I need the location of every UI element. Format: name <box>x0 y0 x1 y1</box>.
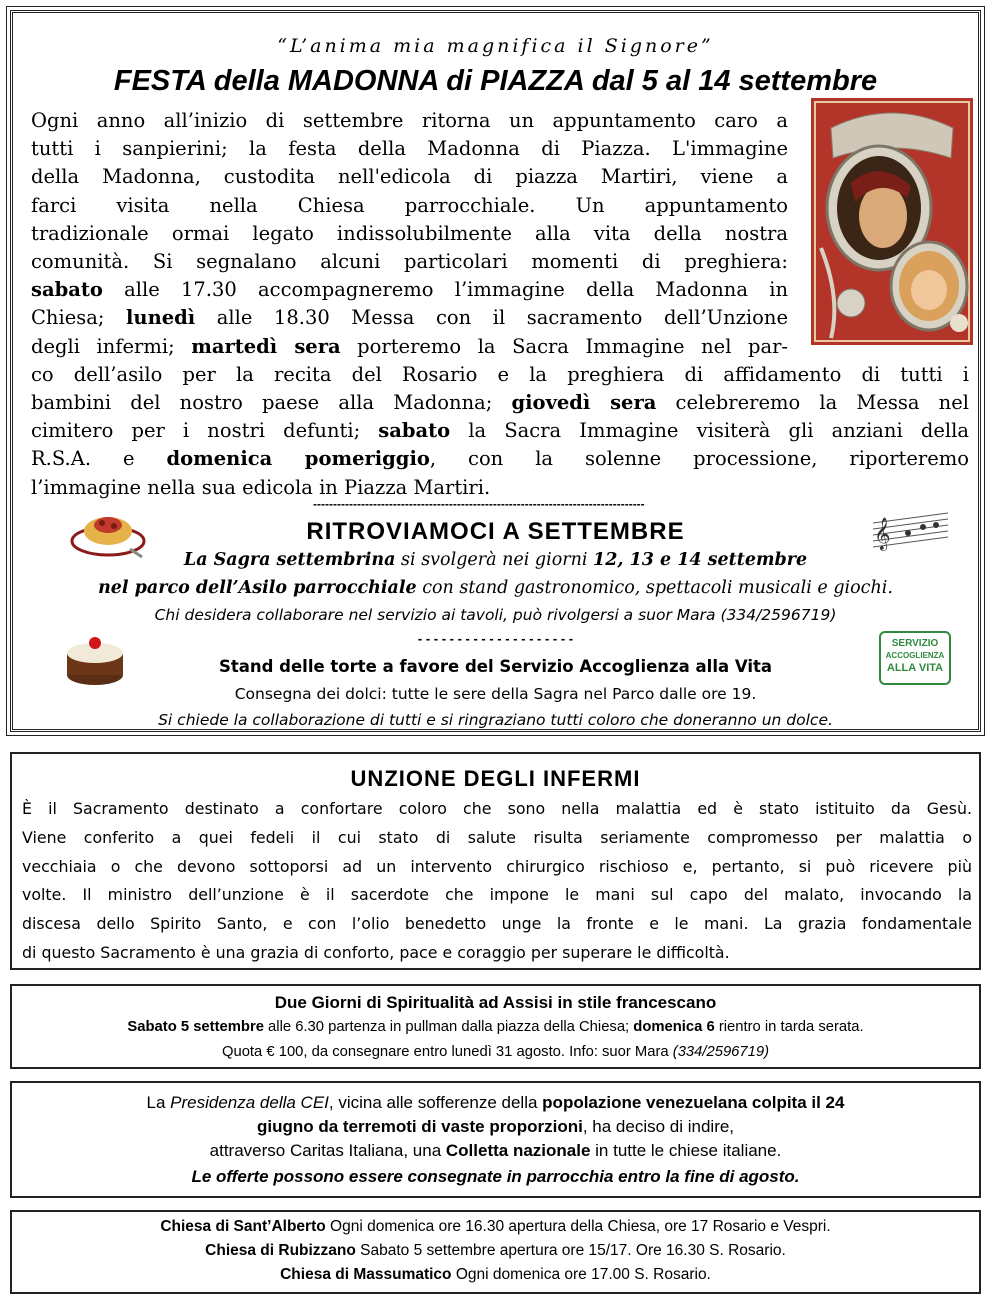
chiesa-name: Chiesa di Sant’Alberto <box>160 1218 326 1235</box>
cei-text-a: La <box>146 1093 171 1112</box>
festa-body-line <box>31 220 788 248</box>
madonna-image <box>811 98 973 345</box>
unzione-section <box>10 752 981 970</box>
logo-text-3: ALLA VITA <box>886 662 944 674</box>
festa-highlight: domenica pomeriggio <box>166 447 430 471</box>
festa-body-line <box>31 107 788 135</box>
festa-text: alle 17.30 accompagneremo l’immagine della Madonna in <box>102 278 788 302</box>
festa-highlight: sabato <box>378 419 451 443</box>
festa-text: cimitero per i nostri defunti; <box>31 419 379 443</box>
unzione-line: Viene conferito a quei fedeli il cui stato di salute risulta seriamente compromesso per malattia o <box>22 827 972 847</box>
unzione-body <box>22 795 972 968</box>
cei-text-c: , vicina alle sofferenze della <box>328 1093 543 1112</box>
logo-text-1: SERVIZIO <box>891 638 939 649</box>
sagra-activities: con stand gastronomico, spettacoli musicali e giochi. <box>416 578 893 598</box>
sagra-dates: 12, 13 e 14 settembre <box>593 550 808 570</box>
festa-text: tradizionale ormai legato indissolubilmente alla vita della nostra <box>31 221 788 245</box>
festa-highlight: lunedì <box>126 306 196 330</box>
festa-text: farci visita nella Chiesa parrocchiale. Un appuntamento <box>31 193 788 217</box>
chiese-section <box>10 1210 981 1294</box>
cei-presidenza: Presidenza della CEI <box>170 1093 329 1112</box>
assisi-section <box>10 984 981 1069</box>
cei-line2 <box>12 1117 979 1137</box>
assisi-price: Quota € 100, da consegnare entro lunedì 31 agosto. Info: suor Mara <box>221 1044 673 1060</box>
festa-text: la Sacra Immagine visiterà gli anziani della <box>450 419 969 443</box>
festa-text: celebreremo la Messa nel <box>656 391 969 415</box>
unzione-line: volte. Il ministro dell’unzione è il sacerdote che impone le mani sul capo del malato, invocando la <box>22 885 972 905</box>
sagra-place: nel parco dell’Asilo parrocchiale <box>98 578 417 598</box>
unzione-line: di questo Sacramento è una grazia di conforto, pace e coraggio per superare le difficoltà. <box>22 942 730 962</box>
festa-body-line <box>31 417 969 445</box>
festa-text: l’immagine nella sua edicola in Piazza Martiri. <box>31 475 491 499</box>
cei-chiese: in tutte le chiese italiane. <box>590 1141 782 1160</box>
festa-body-line <box>31 361 969 389</box>
cei-line4: Le offerte possono essere consegnate in parrocchia entro la fine di agosto. <box>191 1167 800 1186</box>
festa-body-line <box>31 304 788 332</box>
logo-text-2: ACCOGLIENZA <box>885 651 945 660</box>
chiesa-schedule: Sabato 5 settembre apertura ore 15/17. Ore 16.30 S. Rosario. <box>355 1242 786 1259</box>
chiesa-schedule: Ogni domenica ore 17.00 S. Rosario. <box>451 1266 711 1283</box>
chiesa-name: Chiesa di Rubizzano <box>205 1242 356 1259</box>
festa-text: tutti i sanpierini; la festa della Madonna di Piazza. L'immagine <box>31 137 788 161</box>
separator-dashes: - - - - - - - - - - - - - - - - - - - - <box>417 631 574 646</box>
unzione-line: discesa dello Spirito Santo, e con l’olio benedetto unge la fronte e le mani. La grazia fondamentale <box>22 914 972 934</box>
unzione-title: UNZIONE DEGLI INFERMI <box>350 766 641 791</box>
sagra-line2 <box>13 578 978 598</box>
festa-body-line <box>31 248 788 276</box>
cei-colletta: Colletta nazionale <box>445 1141 591 1160</box>
festa-text: alle 18.30 Messa con il sacramento dell’Unzione <box>195 306 788 330</box>
assisi-return: rientro in tarda serata. <box>714 1019 864 1035</box>
festa-motto: “L’anima mia magnifica il Signore” <box>277 35 714 57</box>
festa-text: R.S.A. e <box>31 447 167 471</box>
separator-line: ----------------------------------------------------------------------------------- <box>313 497 645 511</box>
chiesa-row <box>12 1242 979 1260</box>
festa-text: Chiesa; <box>31 306 126 330</box>
sagra-line3: Chi desidera collaborare nel servizio ai tavoli, può rivolgersi a suor Mara (334/2596719) <box>154 606 837 624</box>
festa-highlight: sabato <box>31 278 103 302</box>
cei-caritas: attraverso Caritas Italiana, una <box>209 1141 446 1160</box>
festa-section <box>10 10 981 732</box>
assisi-date1: Sabato 5 settembre <box>127 1019 264 1035</box>
festa-body-line <box>31 333 788 361</box>
torte-title: Stand delle torte a favore del Servizio Accoglienza alla Vita <box>218 657 773 676</box>
festa-body-line <box>31 135 788 163</box>
assisi-phone: (334/2596719) <box>672 1044 770 1060</box>
festa-text: Ogni anno all’inizio di settembre ritorna un appuntamento caro a <box>31 109 788 132</box>
torte-line2: Si chiede la collaborazione di tutti e si ringraziano tutti coloro che doneranno un dolce. <box>158 711 833 729</box>
festa-text: degli infermi; <box>31 334 192 358</box>
torte-line1: Consegna dei dolci: tutte le sere della Sagra nel Parco dalle ore 19. <box>234 685 757 703</box>
accoglienza-logo <box>879 631 951 685</box>
festa-text: co dell’asilo per la recita del Rosario e la preghiera di affidamento di tutti i <box>31 362 969 386</box>
festa-text: comunità. Si segnalano alcuni particolari momenti di preghiera: <box>31 250 788 274</box>
festa-text: bambini del nostro paese alla Madonna; <box>31 391 512 415</box>
cei-terremoti: giugno da terremoti di vaste proporzioni <box>256 1117 583 1136</box>
festa-body-line <box>31 445 969 473</box>
sagra-title: RITROVIAMOCI A SETTEMBRE <box>306 518 685 545</box>
chiesa-row <box>12 1218 979 1236</box>
festa-text: della Madonna, custodita nell'edicola di piazza Martiri, viene a <box>31 165 788 189</box>
festa-text: , con la solenne processione, riporteremo <box>429 447 969 471</box>
sagra-line1 <box>13 550 978 570</box>
festa-text: porteremo la Sacra Immagine nel par- <box>340 334 788 358</box>
assisi-line2 <box>12 1044 979 1060</box>
festa-body-line <box>31 192 788 220</box>
cei-popolazione: popolazione venezuelana colpita il 24 <box>542 1093 845 1112</box>
assisi-departure: alle 6.30 partenza in pullman dalla piazza della Chiesa; <box>263 1019 634 1035</box>
cei-section <box>10 1081 981 1198</box>
assisi-title: Due Giorni di Spiritualità ad Assisi in stile francescano <box>274 993 717 1012</box>
svg-text:𝄞: 𝄞 <box>874 517 891 550</box>
festa-body-line <box>31 163 788 191</box>
unzione-line: È il Sacramento destinato a confortare coloro che sono nella malattia ed è stato istituito da Gesù. <box>22 799 972 818</box>
festa-highlight: giovedì sera <box>511 391 657 415</box>
cei-line3 <box>12 1141 979 1161</box>
assisi-line1 <box>12 1019 979 1035</box>
cei-line1 <box>12 1093 979 1113</box>
unzione-line: vecchiaia o che devono sottoporsi ad un intervento chirurgico rischioso e, pertanto, si può ricevere più <box>22 856 972 876</box>
chiesa-schedule: Ogni domenica ore 16.30 apertura della Chiesa, ore 17 Rosario e Vespri. <box>325 1218 831 1235</box>
sagra-dates-intro: si svolgerà nei giorni <box>395 550 594 570</box>
sagra-name: La Sagra settembrina <box>183 550 396 570</box>
chiesa-row <box>12 1266 979 1284</box>
festa-body-line <box>31 389 969 417</box>
chiesa-name: Chiesa di Massumatico <box>280 1266 452 1283</box>
festa-highlight: martedì sera <box>191 334 341 358</box>
assisi-date2: domenica 6 <box>633 1019 715 1035</box>
festa-title: FESTA della MADONNA di PIAZZA dal 5 al 14 settembre <box>113 65 878 97</box>
cei-decisione: , ha deciso di indire, <box>582 1117 735 1136</box>
festa-body-line <box>31 276 788 304</box>
cake-icon <box>63 625 128 687</box>
